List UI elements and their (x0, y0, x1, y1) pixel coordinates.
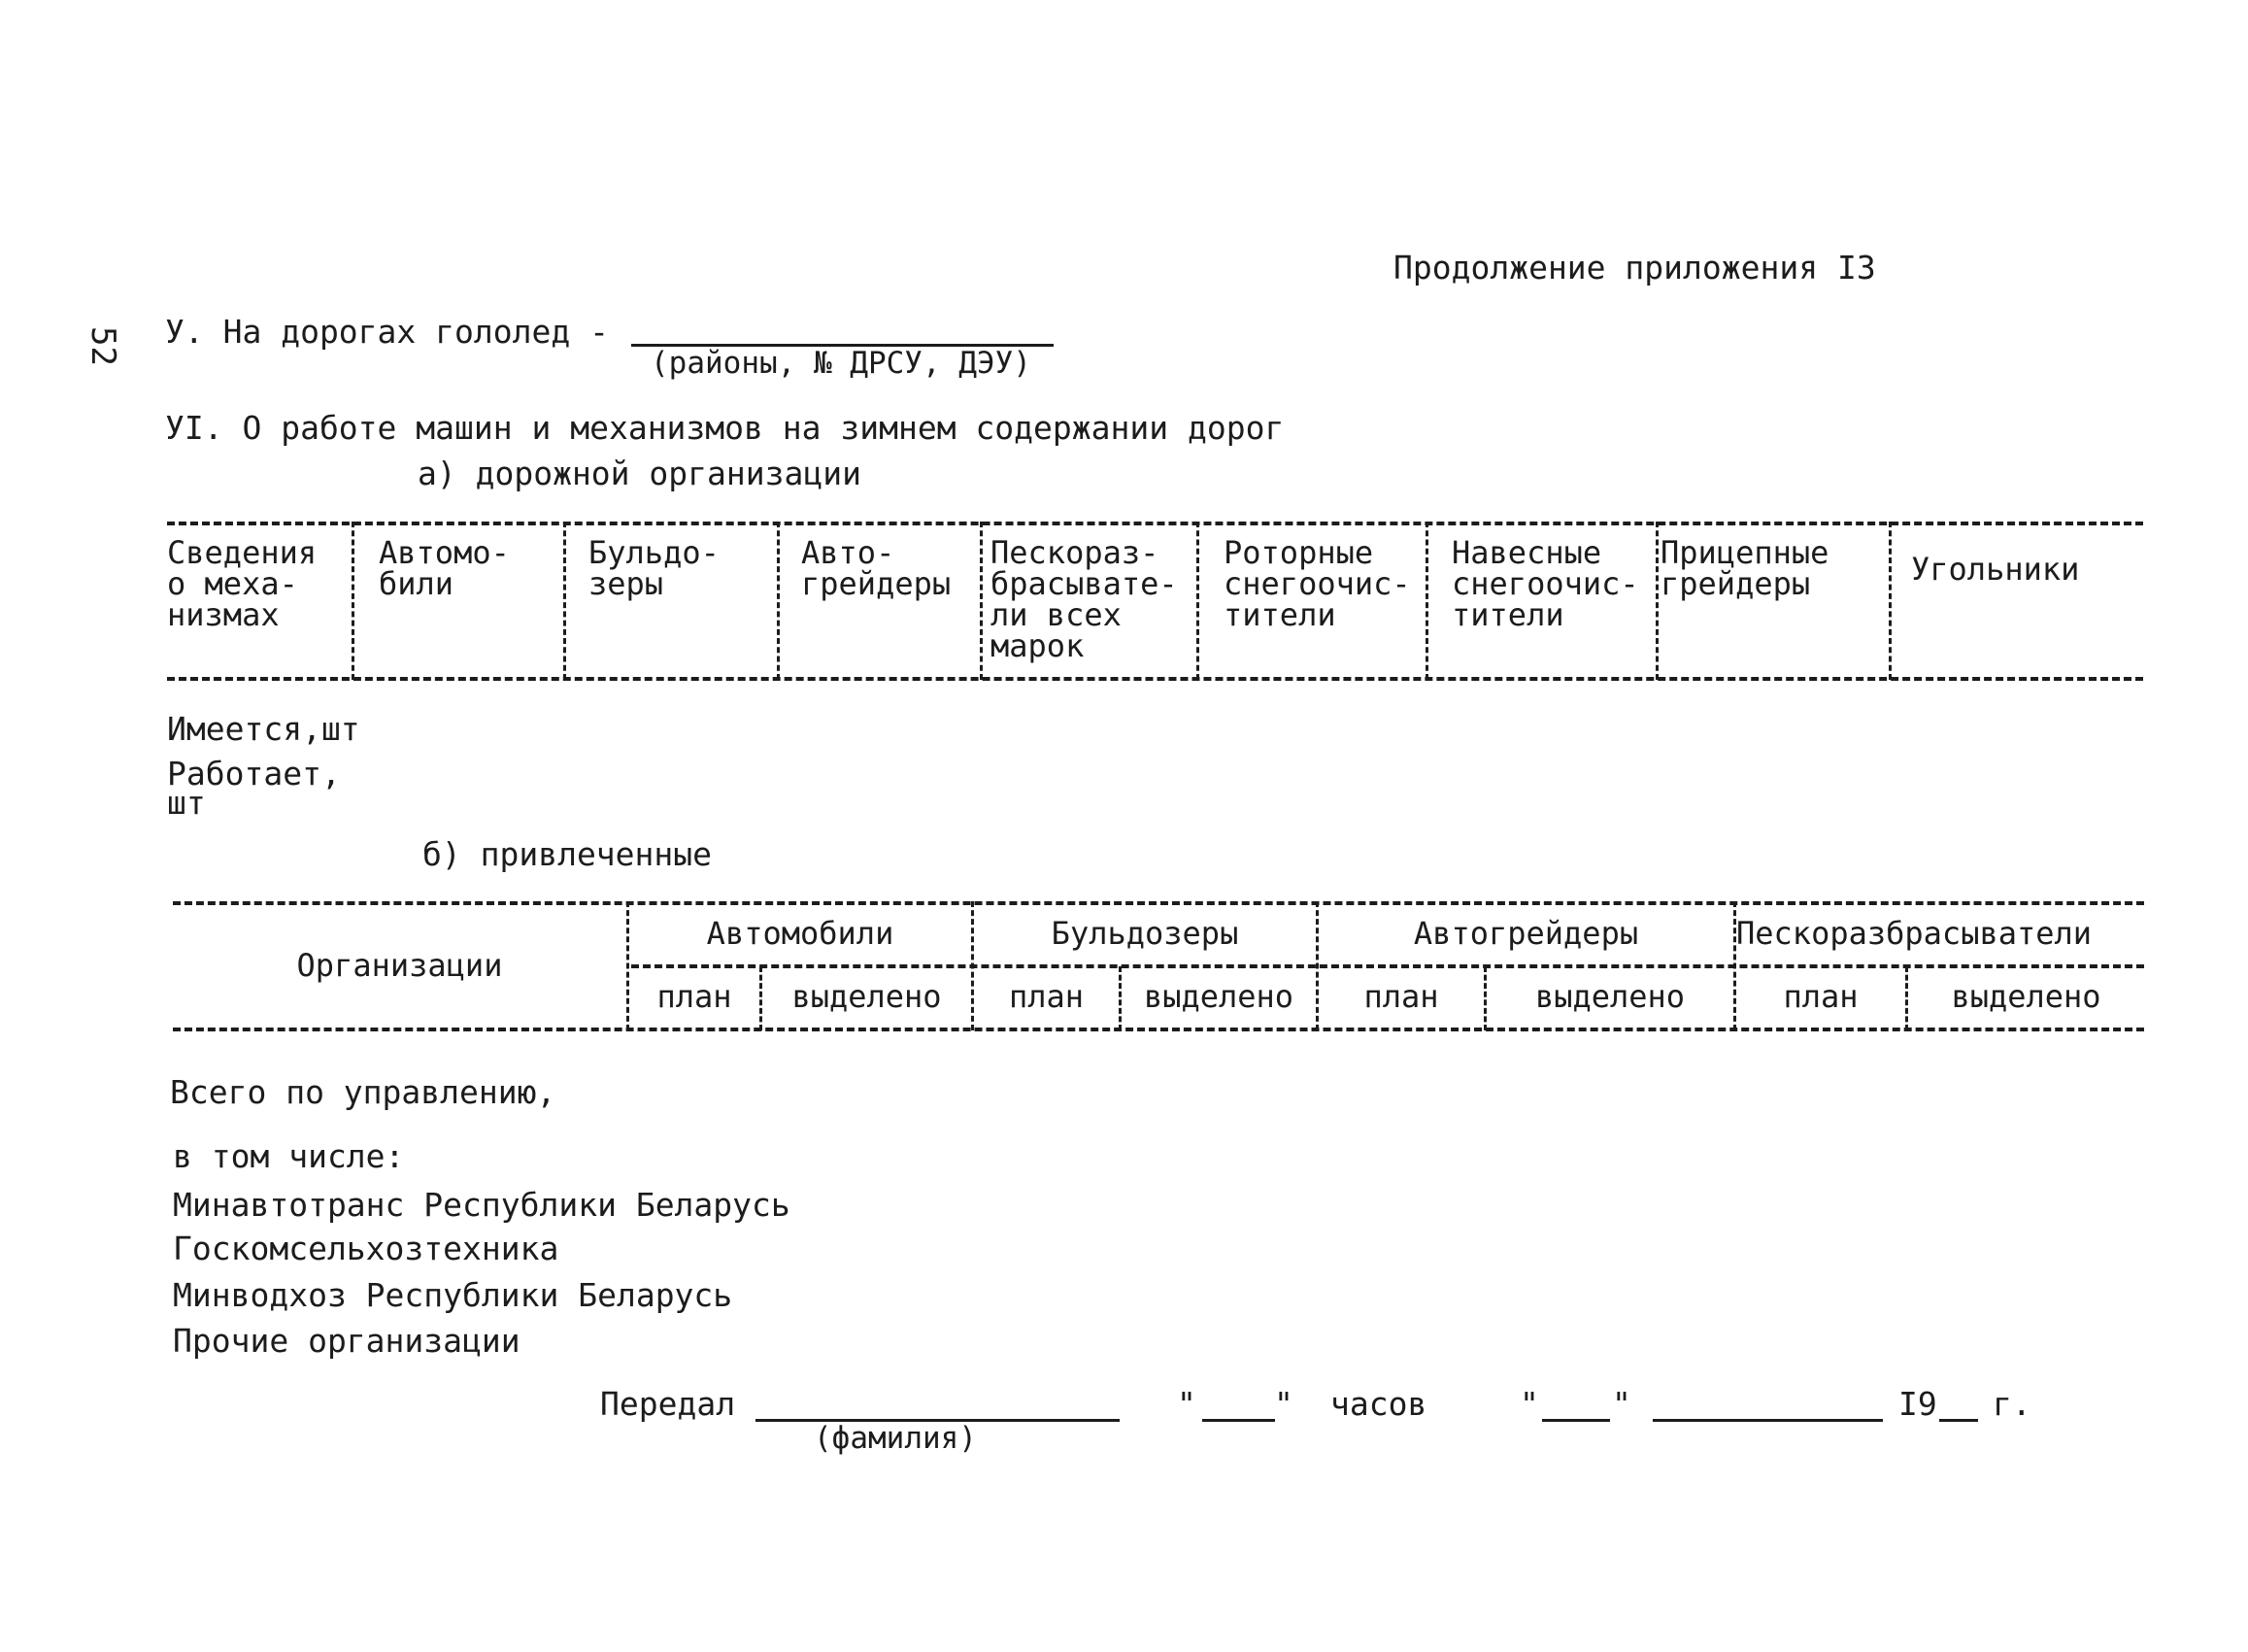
table-a-bottom-rule (167, 677, 2143, 681)
day-blank (1542, 1419, 1610, 1422)
year-suffix: г. (1993, 1385, 2031, 1423)
row-working: Работает, шт (167, 755, 341, 822)
subheader-allocated: выделено (1534, 978, 1686, 1015)
table-a-divider (1426, 522, 1428, 680)
year-prefix: I9 (1898, 1385, 1937, 1423)
subheader-plan: план (1363, 978, 1439, 1015)
section5-label: У. На дорогах гололед - (165, 313, 609, 351)
header-sand-spreaders: Пескораз- брасывате- ли всех марок (990, 534, 1178, 664)
hours-blank (1202, 1419, 1275, 1422)
row-including: в том числе: (173, 1137, 405, 1175)
subsection-b-title: б) привлеченные (422, 835, 713, 873)
table-a-divider (980, 522, 983, 680)
header-group-bulldozers: Бульдозеры (1051, 915, 1239, 952)
row-agri-machinery-committee: Госкомсельхозтехника (173, 1230, 559, 1267)
table-a-divider (777, 522, 780, 680)
table-a-divider (1656, 522, 1659, 680)
subheader-plan: план (656, 978, 732, 1015)
header-group-sand-spreaders: Пескоразбрасыватели (1736, 915, 2093, 952)
hours-quote-open: " (1177, 1385, 1196, 1423)
header-angle-plows: Угольники (1911, 551, 2080, 588)
header-bulldozers: Бульдо- зеры (588, 534, 720, 602)
page-number: 52 (84, 326, 122, 366)
row-other-organizations: Прочие организации (173, 1322, 520, 1360)
year-blank (1939, 1419, 1978, 1422)
header-mounted-snowplows: Навесные снегоочис- тители (1452, 534, 1639, 633)
row-ministry-water: Минводхоз Республики Беларусь (173, 1276, 733, 1314)
table-a-divider (1196, 522, 1199, 680)
header-group-automobiles: Автомобили (706, 915, 894, 952)
subsection-a-title: а) дорожной организации (418, 455, 861, 492)
table-a-top-rule (167, 522, 2143, 525)
row-total: Всего по управлению, (170, 1073, 556, 1111)
hours-quote-close: " (1274, 1385, 1293, 1423)
subheader-allocated: выделено (1951, 978, 2101, 1015)
section6-title: УI. О работе машин и механизмов на зимнем содержании дорог (165, 409, 1285, 447)
table-b-bottom-rule (173, 1028, 2144, 1031)
subheader-allocated: выделено (1143, 978, 1294, 1015)
table-b-top-rule (173, 901, 2144, 905)
continuation-header: Продолжение приложения I3 (1393, 249, 1876, 287)
header-trailer-graders: Прицепные грейдеры (1661, 534, 1829, 602)
subheader-allocated: выделено (791, 978, 942, 1015)
hours-label: часов (1330, 1385, 1427, 1423)
header-mechanism-info: Сведения о меха- низмах (167, 534, 318, 633)
header-group-motor-graders: Автогрейдеры (1413, 915, 1639, 952)
transmitted-label: Передал (600, 1385, 736, 1423)
row-available: Имеется,шт (167, 710, 360, 748)
table-a-divider (563, 522, 566, 680)
month-blank (1653, 1419, 1883, 1422)
day-quote-open: " (1520, 1385, 1539, 1423)
subheader-plan: план (1783, 978, 1859, 1015)
day-quote-close: " (1612, 1385, 1631, 1423)
header-automobiles: Автомо- били (379, 534, 510, 602)
table-a-divider (1889, 522, 1892, 680)
ice-regions-caption: (районы, № ДРСУ, ДЭУ) (651, 346, 1031, 381)
surname-caption: (фамилия) (814, 1421, 977, 1456)
table-b-mid-rule (631, 964, 2144, 968)
table-a-divider (352, 522, 354, 680)
subheader-plan: план (1008, 978, 1085, 1015)
header-motor-graders: Авто- грейдеры (801, 534, 952, 602)
row-ministry-transport: Минавтотранс Республики Беларусь (173, 1186, 790, 1224)
header-rotary-snowplows: Роторные снегоочис- тители (1224, 534, 1411, 633)
header-organizations: Организации (296, 947, 503, 984)
